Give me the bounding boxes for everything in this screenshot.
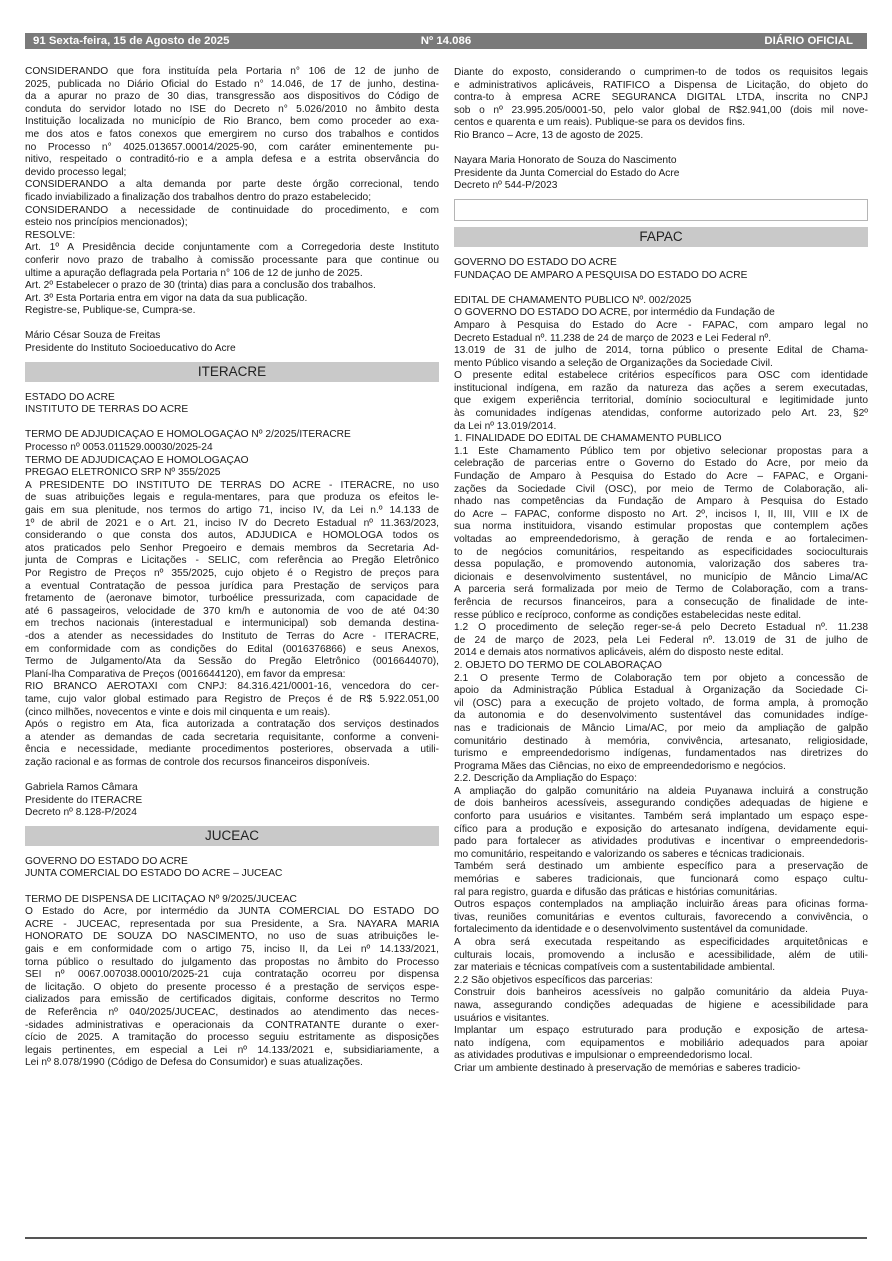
text-line: 13.019 de 31 de julho de 2014, torna público o presente Edital de Chama- xyxy=(454,345,868,357)
text-line: A parceria será formalizada por meio de Termo de Colaboração, com a trans- xyxy=(454,584,868,596)
text-line: gais e em conformidade com o artigo 75, inciso II, da Lei nº 14.133/2021, xyxy=(25,944,439,955)
text-line: TERMO DE DISPENSA DE LICITAÇÃO Nº 9/2025/JUCEAC xyxy=(25,893,297,905)
text-line: 2.1 O presente Termo de Colaboração tem por objeto a concessão de xyxy=(454,672,868,684)
text-line: JUNTA COMERCIAL DO ESTADO DO ACRE – JUCEAC xyxy=(25,868,283,880)
text-line: SEI nº 0067.007038.00010/2025-21 cuja contratação ocorreu por dispensa xyxy=(25,969,439,981)
text-line: fortalecimento da identidade e o desenvolvimento sustentável da comunidade. xyxy=(454,924,808,936)
issue-number: Nº 14.086 xyxy=(420,35,472,47)
footer-rule xyxy=(25,1237,867,1239)
blank-line xyxy=(25,881,439,894)
text-line: Mário César Souza de Freitas xyxy=(25,330,161,342)
right-column xyxy=(454,67,868,1076)
text-line: Decreto Estadual nº. 11.238 de 24 de março de 2023 e Lei Federal nº. xyxy=(454,332,772,344)
text-line: nawa, assegurando condições adequadas de higiene e acessibilidade para xyxy=(454,999,868,1011)
text-line: no Processo n° 4025.013657.00014/2025-90, com caráter eminentemente pu- xyxy=(25,141,439,153)
text-line: culturais locais, promovendo a inclusão e acessibilidade, além de utili- xyxy=(454,949,868,961)
text-line: torna público o resultado do julgamento das propostas no âmbito do Processo xyxy=(25,956,439,968)
text-line: RESOLVE: xyxy=(25,229,76,241)
text-line: cializados para emissão de certificados digitais, conforme descritos no Termo xyxy=(25,994,439,1006)
text-line: Fundação de Amparo à Pesquisa do Estado do Acre – FAPAC, e Organi- xyxy=(454,471,868,483)
text-line: A obra será executada respeitando as especificidades arquitetônicas e xyxy=(454,937,868,948)
text-line: de Referência nº 040/2025/JUCEAC, destinados ao atendimento das neces- xyxy=(25,1006,439,1018)
text-line: ral para registro, guarda e difusão das práticas e histórias comunitárias. xyxy=(454,886,778,898)
page-number-and-date: 91 Sexta-feira, 15 de Agosto de 2025 xyxy=(33,35,230,47)
text-line: legais pertinentes, em especial a Lei nº 14.133/2021 e, subsidiariamente, a xyxy=(25,1044,439,1056)
text-line: Também será destinado um ambiente específico para a preservação de xyxy=(454,861,868,873)
text-line: Art. 2º Estabelecer o prazo de 30 (trinta) dias para a conclusão dos trabalhos. xyxy=(25,280,376,292)
blank-line xyxy=(25,318,439,331)
text-line: 2. OBJETO DO TERMO DE COLABORAÇÃO xyxy=(454,659,662,671)
text-line: TERMO DE ADJUDICAÇÃO E HOMOLOGAÇÃO xyxy=(25,454,249,466)
text-line: Após o registro em Ata, fica autorizada a contratação dos serviços destinados xyxy=(25,719,439,731)
text-line: Programa Mães das Ciências, no eixo de empreendedorismo e negócios. xyxy=(454,760,786,772)
text-line: nitivo, respeitado o contraditó-rio e a ampla defesa e a estrita observância do xyxy=(25,154,439,166)
text-line: às comunidades indígenas atendidas, conforme autorizado pelo Art. 23, §2º xyxy=(454,408,868,420)
text-line: nato indígena, com equipamentos e mobiliário adequados para apoiar xyxy=(454,1037,868,1049)
text-line: zações da Sociedade Civil (OSC), por meio de Termo de Colaboração, ali- xyxy=(454,483,868,495)
text-line: pado para fortalecer as atividades produtivas e incentivar o empreendedoris- xyxy=(454,836,868,848)
text-line: em conformidade com as condições do Edital (0016376866) e seus Anexos, xyxy=(25,643,439,655)
text-line: atos praticados pelo Senhor Pregoeiro e demais membros da Secretaria Ad- xyxy=(25,542,439,554)
ise-portaria-text xyxy=(25,66,439,356)
text-line: da autonomia e do desenvolvimento sustentável das comunidades indíge- xyxy=(454,710,868,722)
text-line: vil (OSC) para a execução de projeto voltado, de forma ampla, à promoção xyxy=(454,697,868,709)
text-line: (cinco milhões, novecentos e vinte e dois mil cinquenta e um reais). xyxy=(25,706,331,718)
text-line: -sidades administrativas e operacionais da CONTRATANTE durante o exer- xyxy=(25,1019,439,1031)
text-line: mo comunitário, respeitando e valorizando os saberes e técnicas tradicionais. xyxy=(454,848,805,860)
text-line: que exigem experiência territorial, domínio sociocultural e legitimidade junto xyxy=(454,395,868,407)
text-line: Presidente da Junta Comercial do Estado do Acre xyxy=(454,167,680,179)
fapac-text xyxy=(454,257,868,1076)
section-header-iteracre: ITERACRE xyxy=(25,362,439,382)
blank-line xyxy=(454,143,868,156)
text-line: -dos a atender as necessidades do Instituto de Terras do Acre - ITERACRE, xyxy=(25,630,439,642)
text-line: FUNDAÇÃO DE AMPARO A PESQUISA DO ESTADO DO ACRE xyxy=(454,269,748,281)
text-line: 2025, publicada no Diário Oficial do Estado n° 14.046, de 17 de junho, destina- xyxy=(25,78,439,90)
text-line: O Estado do Acre, por intermédio da JUNTA COMERCIAL DO ESTADO DO xyxy=(25,906,439,918)
text-line: de suas atribuições legais e regula-mentares, para que produza os efeitos le- xyxy=(25,492,439,504)
text-line: ência e necessidade, mediante procedimentos posteriores, observada a utili- xyxy=(25,744,439,756)
text-line: da Lei nº 13.019/2014. xyxy=(454,420,557,432)
text-line: RIO BRANCO AEROTAXI com CNPJ: 84.316.421/0001-16, vencedora do cer- xyxy=(25,681,439,693)
text-line: Processo nº 0053.011529.00030/2025-24 xyxy=(25,442,213,454)
text-line: O GOVERNO DO ESTADO DO ACRE, por intermédio da Fundação de xyxy=(454,307,775,319)
text-line: zar materiais e técnicas compatíveis com a sustentabilidade ambiental. xyxy=(454,962,776,974)
text-line: HONORATO DE SOUZA DO NASCIMENTO, no uso de suas atribuições le- xyxy=(25,931,439,943)
text-line: me dos atos e fatos conexos que emergirem no curso dos trabalhos e contidos xyxy=(25,128,439,140)
text-line: Rio Branco – Acre, 13 de agosto de 2025. xyxy=(454,129,644,141)
text-line: comunitário destinado à memória, convivência, artesanato, religiosidade, xyxy=(454,735,868,747)
text-line: CONSIDERANDO a alta demanda por parte deste órgão correcional, tendo xyxy=(25,179,439,191)
text-line: conforto para usuários e visitantes. Também será implantado um espaço espe- xyxy=(454,811,868,823)
text-line: institucional indígena, em razão da natureza das ações a serem executadas, xyxy=(454,382,868,394)
text-line: a atender as demandas de cada secretaria requisitante, conforme a conveni- xyxy=(25,731,439,743)
text-line: Decreto nº 8.128-P/2024 xyxy=(25,807,137,819)
text-line: ultime a apuração deflagrada pela Portaria n° 106 de 12 de junho de 2025. xyxy=(25,267,363,279)
juceac-continuation-text xyxy=(454,67,868,193)
text-line: Presidente do Instituto Socioeducativo do Acre xyxy=(25,343,236,355)
text-line: Decreto nº 544-P/2023 xyxy=(454,180,558,192)
text-line: 2.2. Descrição da Ampliação do Espaço: xyxy=(454,773,637,785)
text-line: usuários e visitantes. xyxy=(454,1012,550,1024)
text-line: tame, cujo valor global estimado para Registro de Preços é de R$ 5.922.051,00 xyxy=(25,693,439,705)
text-line: CONSIDERANDO que fora instituída pela Portaria n° 106 de 12 de junho de xyxy=(25,66,439,77)
text-line: to de negócios comunitários, respeitando as especificidades socioculturais xyxy=(454,546,868,558)
text-line: ferência de recursos financeiros, para a consecução de finalidade de inte- xyxy=(454,596,868,608)
text-line: celebração de parcerias entre o Governo do Estado do Acre, por meio da xyxy=(454,458,868,470)
text-line: EDITAL DE CHAMAMENTO PÚBLICO Nº. 002/2025 xyxy=(454,294,692,306)
text-line: ficado inviabilizado a finalização dos trabalhos dentro do prazo estabelecido; xyxy=(25,191,372,203)
text-line: conduta do servidor lotado no ISE do Decreto n° 5.026/2010 no âmbito desta xyxy=(25,103,439,115)
text-line: Art. 3º Esta Portaria entra em vigor na data da sua publicação. xyxy=(25,292,308,304)
text-line: Termo de Julgamento/Ata da Sessão do Pregão Eletrônico (0016644070), xyxy=(25,656,439,668)
text-line: nas e tradicionais de Mâncio Lima/AC, por meio da ampliação de galpão xyxy=(454,722,868,734)
section-header-fapac: FAPAC xyxy=(454,227,868,247)
publication-title: DIÁRIO OFICIAL xyxy=(764,35,853,47)
text-line: fretamento de (aeronave bimotor, turboélice pressurizada, com capacidade de xyxy=(25,593,439,605)
text-line: Nayara Maria Honorato de Souza do Nascimento xyxy=(454,155,677,167)
text-line: em trechos nacionais (interestadual e intermunicipal) sob demanda destina- xyxy=(25,618,439,630)
text-line: devido processo legal; xyxy=(25,166,127,178)
text-line: zação racional e as formas de controle dos recursos financeiros disponíveis. xyxy=(25,756,370,768)
text-line: 1. FINALIDADE DO EDITAL DE CHAMAMENTO PÚBLICO xyxy=(454,433,722,445)
text-line: Art. 1º A Presidência decide conjuntamente com a Corregedoria deste Instituto xyxy=(25,242,439,254)
text-line: junta de Compras e Licitações - SELIC, com referência ao Pregão Eletrônico xyxy=(25,555,439,567)
text-line: Registre-se, Publique-se, Cumpra-se. xyxy=(25,305,196,317)
iteracre-text xyxy=(25,392,439,820)
text-line: CONSIDERANDO a necessidade de continuidade do procedimento, e com xyxy=(25,204,439,216)
text-line: Por Registro de Preços nº 355/2025, cujo objeto é o Registro de preços para xyxy=(25,567,439,579)
text-line: 1.1 Este Chamamento Público tem por objetivo selecionar propostas para a xyxy=(454,445,868,457)
text-line: Instituição localizada no município de Rio Branco, bem como proceder ao exa- xyxy=(25,116,439,128)
text-line: O presente edital estabelece critérios específicos para OSC com identidade xyxy=(454,370,868,382)
text-line: centos e quarenta e um reais). Publique-se para os devidos fins. xyxy=(454,117,746,129)
text-line: de 24 de março de 2023, pela Lei Federal nº. 13.019 de 31 de julho de xyxy=(454,634,868,646)
text-line: Lei nº 8.078/1990 (Código de Defesa do Consumidor) e suas atualizações. xyxy=(25,1057,363,1069)
empty-box xyxy=(454,199,868,221)
text-line: dessa população, e promovendo autonomia, valorização dos saberes tra- xyxy=(454,559,868,571)
text-line: Implantar um espaço estruturado para produção e exposição de artesa- xyxy=(454,1025,868,1037)
text-line: INSTITUTO DE TERRAS DO ACRE xyxy=(25,404,189,416)
blank-line xyxy=(25,417,439,430)
text-line: voltadas ao empreendedorismo, à geração de renda e ao fortalecimen- xyxy=(454,534,868,545)
text-line: resse público e recíproco, conforme as condições estabelecidas neste edital. xyxy=(454,609,802,621)
text-line: cífico para a produção e exposição do artesanato indígena, devidamente equi- xyxy=(454,823,868,835)
text-line: esteio nos princípios mencionados); xyxy=(25,217,188,229)
text-line: Construir dois banheiros acessíveis no galpão comunitário da aldeia Puya- xyxy=(454,987,868,999)
blank-line xyxy=(454,282,868,295)
text-line: a eventual Contratação de pessoa jurídica para Prestação de serviços para xyxy=(25,580,439,592)
text-line: PREGÃO ELETRÔNICO SRP Nº 355/2025 xyxy=(25,467,221,479)
text-line: sua norma instituidora, visando estimular propostas que contemplem ações xyxy=(454,521,868,533)
text-line: memórias e saberes tradicionais, que funcionará como espaço cultu- xyxy=(454,874,868,886)
text-line: ESTADO DO ACRE xyxy=(25,391,115,403)
text-line: e administrativos aplicáveis, RATIFICO a Dispensa de Licitação, do objeto do xyxy=(454,79,868,91)
text-line: sob o nº 23.995.205/0001-50, pelo valor global de R$2.941,00 (dois mil nove- xyxy=(454,104,868,116)
text-line: dicionais e desenvolvimento sustentável, no município de Mâncio Lima/AC xyxy=(454,571,868,583)
text-line: Gabriela Ramos Câmara xyxy=(25,782,138,794)
text-line: até 6 passageiros, velocidade de 370 km/h e autonomia de voo de até 04:30 xyxy=(25,605,439,617)
text-line: Planí-lha Comparativa de Preços (0016644120), em favor da empresa: xyxy=(25,668,346,680)
text-line: turismo e empreendedorismo indígenas, fundamentados nas diretrizes do xyxy=(454,748,868,760)
left-column xyxy=(25,66,439,1070)
text-line: Presidente do ITERACRE xyxy=(25,794,143,806)
text-line: GOVERNO DO ESTADO DO ACRE xyxy=(454,256,617,268)
text-line: nhado nas competências da Fundação de Amparo à Pesquisa do Estado xyxy=(454,496,868,508)
text-line: de dois banheiros acessíveis, assegurando condições adequadas de higiene e xyxy=(454,798,868,810)
text-line: TERMO DE ADJUDICAÇÃO E HOMOLOGAÇÃO Nº 2/2025/ITERACRE xyxy=(25,429,351,441)
page-header xyxy=(25,33,867,49)
text-line: cício de 2025. A tramitação do processo seguiu estritamente as disposições xyxy=(25,1032,439,1044)
juceac-text xyxy=(25,856,439,1070)
text-line: Criar um ambiente destinado à preservação de memórias e saberes tradicio- xyxy=(454,1062,801,1074)
text-line: A PRESIDENTE DO INSTITUTO DE TERRAS DO ACRE - ITERACRE, no uso xyxy=(25,479,439,491)
text-line: contra-to à empresa ACRE SEGURANCA DIGITAL LTDA, inscrita no CNPJ xyxy=(454,92,868,104)
text-line: conferir novo prazo de trabalho à comissão processante para que continue ou xyxy=(25,254,439,266)
section-header-juceac: JUCEAC xyxy=(25,826,439,846)
text-line: apoio da Administração Pública Estadual à Organização da Sociedade Ci- xyxy=(454,685,868,697)
text-line: 1º de abril de 2021 e o Art. 21, inciso IV do Decreto Estadual nº 11.363/2023, xyxy=(25,517,439,529)
text-line: 2.2 São objetivos específicos das parcerias: xyxy=(454,974,653,986)
text-line: 2014 e demais atos normativos aplicáveis, além do disposto neste edital. xyxy=(454,647,784,659)
text-line: do Acre – FAPAC, conforme disposto no Art. 2º, incisos I, II, III, VIII e IX de xyxy=(454,508,868,520)
text-line: 1.2 O procedimento de seleção reger-se-á pelo Decreto Estadual nº. 11.238 xyxy=(454,622,868,634)
text-line: gais em sua plenitude, nos termos do artigo 71, inciso IV, da Lei n.º 14.133 de xyxy=(25,505,439,516)
text-line: considerando o que consta dos autos, ADJUDICA e HOMOLOGA todos os xyxy=(25,530,439,542)
text-line: Diante do exposto, considerando o cumprimen-to de todos os requisitos legais xyxy=(454,67,868,78)
blank-line xyxy=(25,769,439,782)
text-line: A ampliação do galpão comunitário na aldeia Puyanawa incluirá a construção xyxy=(454,785,868,797)
text-line: Outros espaços contemplados na ampliação incluirão áreas para oficinas forma- xyxy=(454,899,868,911)
text-line: ACRE - JUCEAC, representada por sua Presidente, a Sra. NAYARA MARIA xyxy=(25,918,439,930)
text-line: de licitação. O objeto do presente processo é a prestação de serviços espe- xyxy=(25,981,439,993)
text-line: GOVERNO DO ESTADO DO ACRE xyxy=(25,855,188,867)
text-line: da a apurar no prazo de 30 dias, transgressão aos dispositivos do Código de xyxy=(25,91,439,103)
text-line: tivas, reuniões comunitárias e eventos culturais, favorecendo a convivência, o xyxy=(454,911,868,923)
text-line: mento Público visando a seleção de Organizações da Sociedade Civil. xyxy=(454,357,773,369)
text-line: as atividades produtivas e impulsionar o empreendedorismo local. xyxy=(454,1050,753,1062)
text-line: Amparo à Pesquisa do Estado do Acre - FAPAC, com amparo legal no xyxy=(454,319,868,331)
